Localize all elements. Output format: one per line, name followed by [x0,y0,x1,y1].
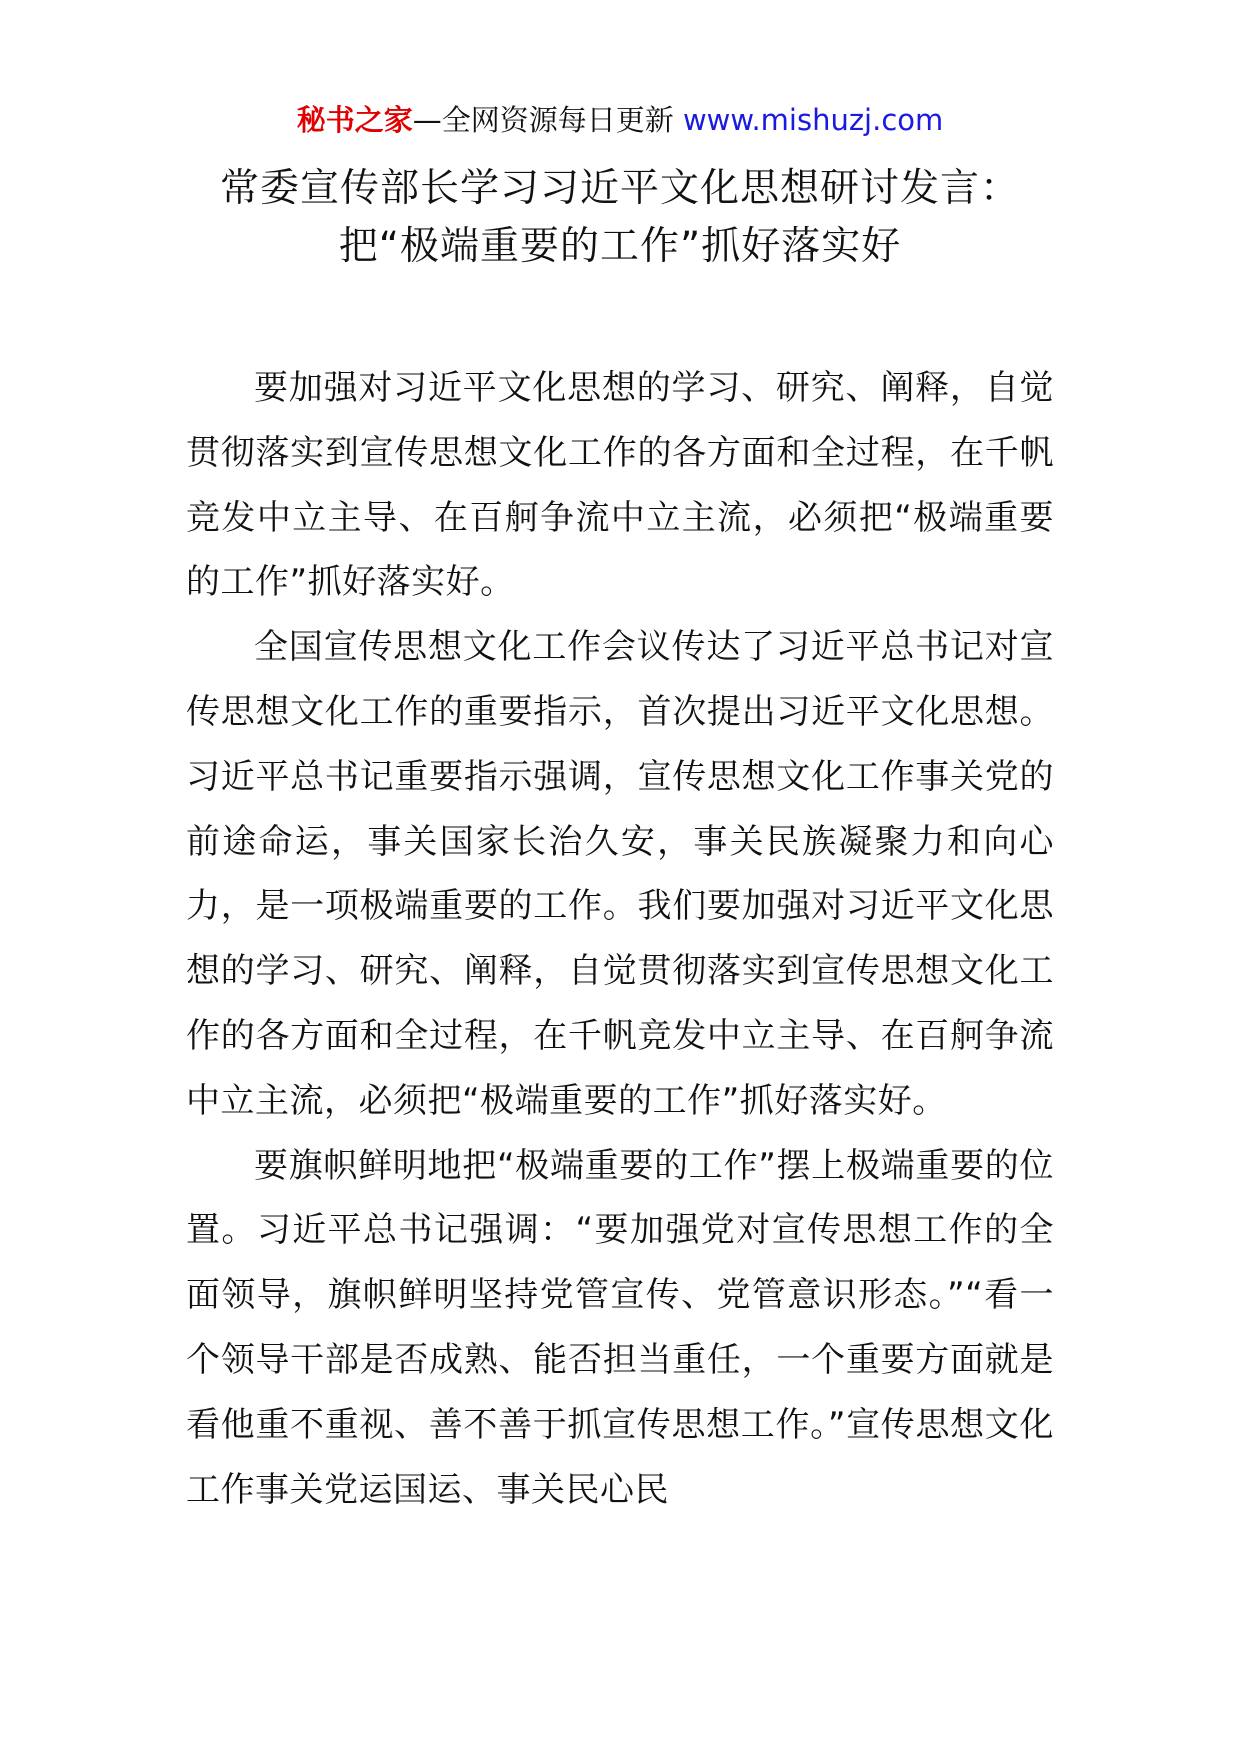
site-tagline: —全网资源每日更新 [412,103,683,137]
site-url-link[interactable]: www.mishuzj.com [682,103,944,137]
site-header [0,100,1240,140]
paragraph-1: 要加强对习近平文化思想的学习、研究、阐释，自觉贯彻落实到宣传思想文化工作的各方面和全过程，在千帆竞发中立主导、在百舸争流中立主流，必须把“极端重要的工作”抓好落实好。 [186,368,1054,603]
site-name: 秘书之家 [296,103,413,137]
paragraph-2: 全国宣传思想文化工作会议传达了习近平总书记对宣传思想文化工作的重要指示，首次提出习近平文化思想。习近平总书记重要指示强调，宣传思想文化工作事关党的前途命运，事关国家长治久安，事关民族凝聚力和向心力，是一项极端重要的工作。我们要加强对习近平文化思想的学习、研究、阐释，自觉贯彻落实到宣传思想文化工作的各方面和全过程，在千帆竞发中立主导、在百舸争流中立主流，必须把“极端重要的工作”抓好落实好。 [186,627,1054,1121]
document-body [186,356,1054,1522]
title-line-2: 把“极端重要的工作”抓好落实好 [338,224,902,269]
paragraph-3: 要旗帜鲜明地把“极端重要的工作”摆上极端重要的位置。习近平总书记强调：“要加强党对宣传思想工作的全面领导，旗帜鲜明坚持党管宣传、党管意识形态。”“看一个领导干部是否成熟、能否担当重任，一个重要方面就是看他重不重视、善不善于抓宣传思想工作。”宣传思想文化工作事关党运国运、事关民心民 [186,1145,1054,1510]
document-title [0,160,1240,276]
title-line-1: 常委宣传部长学习习近平文化思想研讨发言： [219,166,1020,211]
